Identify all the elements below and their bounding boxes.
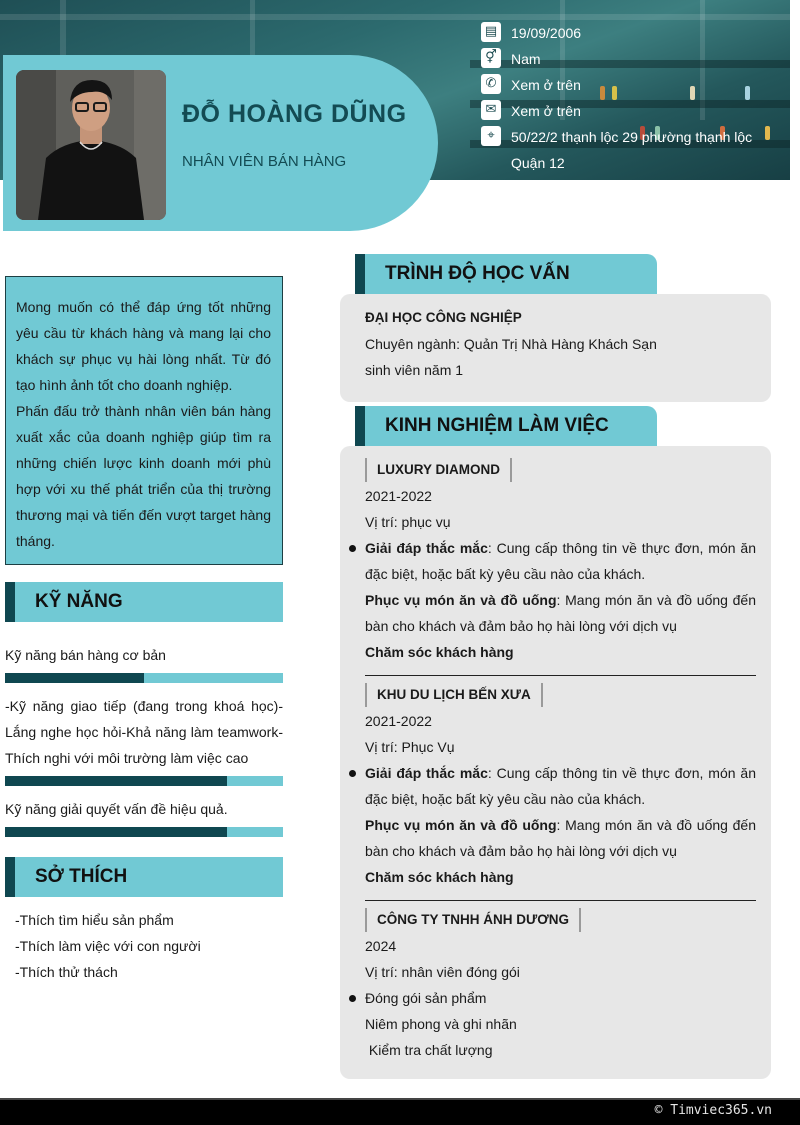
skill-level-bar	[5, 673, 283, 683]
hobby-item: -Thích làm việc với con người	[15, 938, 201, 954]
job-period: 2024	[365, 938, 397, 954]
job-duty: Giải đáp thắc mắc: Cung cấp thông tin về thực đơn, món ăn đặc biệt, hoặc bất kỳ yêu cầu nào của khách.	[365, 535, 756, 587]
email-value: Xem ở trên	[511, 103, 581, 119]
education-title: TRÌNH ĐỘ HỌC VẤN	[355, 254, 657, 294]
skill-label: Kỹ năng bán hàng cơ bản	[5, 647, 166, 663]
skills-title: KỸ NĂNG	[5, 582, 283, 622]
full-name: ĐỖ HOÀNG DŨNG	[182, 100, 407, 128]
skill-level-fill	[5, 673, 144, 683]
objective-paragraph: Phấn đấu trở thành nhân viên bán hàng xuất xắc của doanh nghiệp giúp tìm ra những chiến lược kinh doanh mới phù hợp với xu thế phát triển của thị trường thương mại và tiến đến vượt target hàng tháng.	[16, 403, 271, 549]
address-line1: 50/22/2 thạnh lộc 29 phường thạnh lộc	[511, 129, 753, 145]
phone-row	[481, 72, 781, 98]
job-duty: Phục vụ món ăn và đồ uống: Mang món ăn và đồ uống đến bàn cho khách và đảm bảo họ hài lòng với dịch vụ	[365, 817, 756, 859]
divider	[365, 675, 756, 676]
hobbies-title: SỞ THÍCH	[5, 857, 283, 897]
email-row	[481, 98, 781, 124]
career-objective	[5, 276, 283, 565]
job-position: Vị trí: nhân viên đóng gói	[365, 964, 520, 980]
mail-icon: ✉	[481, 100, 501, 120]
job-duty: Niêm phong và ghi nhãn	[365, 1016, 517, 1032]
company-name: KHU DU LỊCH BẾN XƯA	[365, 683, 543, 707]
experience-entry	[365, 906, 756, 1063]
job-duty: Chăm sóc khách hàng	[365, 644, 514, 660]
divider	[365, 900, 756, 901]
skill-label: Kỹ năng giải quyết vấn đề hiệu quả.	[5, 801, 228, 817]
job-period: 2021-2022	[365, 713, 432, 729]
location-icon: ⌖	[481, 126, 501, 146]
experience-entry	[365, 681, 756, 901]
education-year: sinh viên năm 1	[365, 362, 464, 378]
job-duty: Chăm sóc khách hàng	[365, 869, 514, 885]
company-name: LUXURY DIAMOND	[365, 458, 512, 482]
skill-level-bar	[5, 776, 283, 786]
gender-row	[481, 46, 781, 72]
footer-watermark[interactable]: © Timviec365.vn	[654, 1103, 772, 1118]
company-name: CÔNG TY TNHH ÁNH DƯƠNG	[365, 908, 581, 932]
footer	[0, 1098, 800, 1125]
job-duty: Kiểm tra chất lượng	[365, 1042, 493, 1058]
address-row	[481, 124, 781, 176]
hobby-item: -Thích thử thách	[15, 964, 118, 980]
hobby-item: -Thích tìm hiểu sản phẩm	[15, 912, 174, 928]
job-position: Vị trí: phục vụ	[365, 514, 451, 530]
objective-paragraph: Mong muốn có thể đáp ứng tốt những yêu cầu từ khách hàng và mang lại cho khách sự phục vụ hài lòng nhất. Từ đó tạo hình ảnh tốt cho doanh nghiệp.	[16, 299, 271, 393]
school-name: ĐẠI HỌC CÔNG NGHIỆP	[365, 310, 522, 325]
birthday-value: 19/09/2006	[511, 25, 582, 41]
skill-level-fill	[5, 776, 227, 786]
job-period: 2021-2022	[365, 488, 432, 504]
gender-value: Nam	[511, 51, 541, 67]
skill-level-fill	[5, 827, 227, 837]
skill-label: -Kỹ năng giao tiếp (đang trong khoá học)-Lắng nghe học hỏi-Khả năng làm teamwork-Thích nghi với môi trường làm việc cao	[5, 698, 283, 766]
experience-entry	[365, 456, 756, 676]
avatar	[16, 70, 166, 220]
birthday-row	[481, 20, 781, 46]
skill-level-bar	[5, 827, 283, 837]
phone-value: Xem ở trên	[511, 77, 581, 93]
hobbies-list	[15, 907, 201, 985]
contact-info	[481, 20, 781, 176]
phone-icon: ✆	[481, 74, 501, 94]
address-line2: Quận 12	[511, 155, 565, 171]
job-position: Vị trí: Phục Vụ	[365, 739, 455, 755]
gender-icon: ⚥	[481, 48, 501, 68]
job-duty: Phục vụ món ăn và đồ uống: Mang món ăn và đồ uống đến bàn cho khách và đảm bảo họ hài lòng với dịch vụ	[365, 592, 756, 634]
education-entry	[365, 305, 657, 383]
cake-icon: ▤	[481, 22, 501, 42]
job-duty: Giải đáp thắc mắc: Cung cấp thông tin về thực đơn, món ăn đặc biệt, hoặc bất kỳ yêu cầu nào của khách.	[365, 760, 756, 812]
experience-title: KINH NGHIỆM LÀM VIỆC	[355, 406, 657, 446]
education-major: Chuyên ngành: Quản Trị Nhà Hàng Khách Sạn	[365, 336, 657, 352]
job-duty: Đóng gói sản phẩm	[365, 985, 756, 1011]
job-title: NHÂN VIÊN BÁN HÀNG	[182, 153, 347, 170]
